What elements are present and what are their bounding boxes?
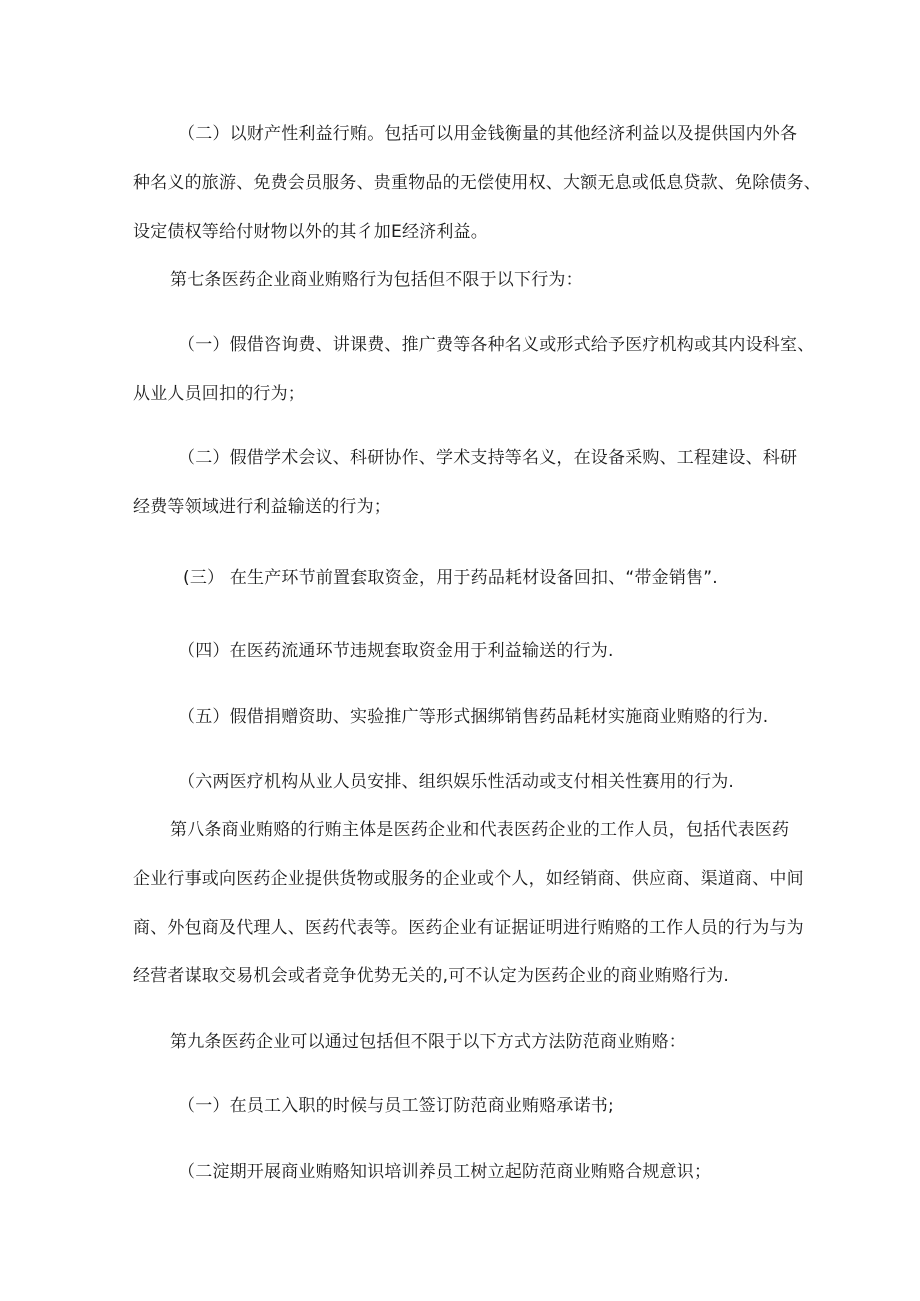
article-heading-7: 第七条医药企业商业贿赂行为包括但不限于以下行为： bbox=[170, 270, 583, 290]
paragraph-line: 从业人员回扣的行为； bbox=[133, 384, 305, 404]
paragraph-line: （四）在医药流通环节违规套取资金用于利益输送的行为. bbox=[178, 641, 614, 661]
paragraph-line: 设定债权等给付财物以外的其彳加E经济利益。 bbox=[133, 222, 488, 242]
paragraph-line: （二）以财产性利益行贿。包括可以用金钱衡量的其他经济利益以及提供国内外各 bbox=[178, 124, 798, 144]
paragraph-line: (三） 在生产环节前置套取资金，用于药品耗材设备回扣、“带金销售”. bbox=[183, 568, 718, 588]
paragraph-line: （一）假借咨询费、讲课费、推广费等各种名义或形式给予医疗机构或其内设科室、 bbox=[178, 335, 815, 355]
paragraph-line: （五）假借捐赠资助、实验推广等形式捆绑销售药品耗材实施商业贿赂的行为. bbox=[178, 707, 769, 727]
paragraph-line: 商、外包商及代理人、医药代表等。医药企业有证据证明进行贿赂的工作人员的行为与为 bbox=[133, 918, 804, 938]
article-heading-8: 第八条商业贿赂的行贿主体是医药企业和代表医药企业的工作人员，包括代表医药 bbox=[170, 820, 790, 840]
paragraph-line: 种名义的旅游、免费会员服务、贵重物品的无偿使用权、大额无息或低息贷款、免除债务、 bbox=[133, 173, 821, 193]
paragraph-line: （六两医疗机构从业人员安排、组织娱乐性活动或支付相关性赛用的行为. bbox=[178, 772, 735, 792]
paragraph-line: 经营者谋取交易机会或者竞争优势无关的,可不认定为医药企业的商业贿赂行为. bbox=[133, 966, 730, 986]
paragraph-line: 经费等领域进行利益输送的行为； bbox=[133, 497, 391, 517]
paragraph-line: （一）在员工入职的时候与员工签订防范商业贿赂承诺书; bbox=[178, 1096, 614, 1116]
paragraph-line: 企业行事或向医药企业提供货物或服务的企业或个人，如经销商、供应商、渠道商、中间 bbox=[133, 869, 804, 889]
article-heading-9: 第九条医药企业可以通过包括但不限于以下方式方法防范商业贿赂： bbox=[170, 1032, 686, 1052]
paragraph-line: （二淀期开展商业贿赂知识培训养员工树立起防范商业贿赂合规意识； bbox=[178, 1162, 712, 1182]
paragraph-line: （二）假借学术会议、科研协作、学术支持等名义，在设备采购、工程建设、科研 bbox=[178, 448, 798, 468]
